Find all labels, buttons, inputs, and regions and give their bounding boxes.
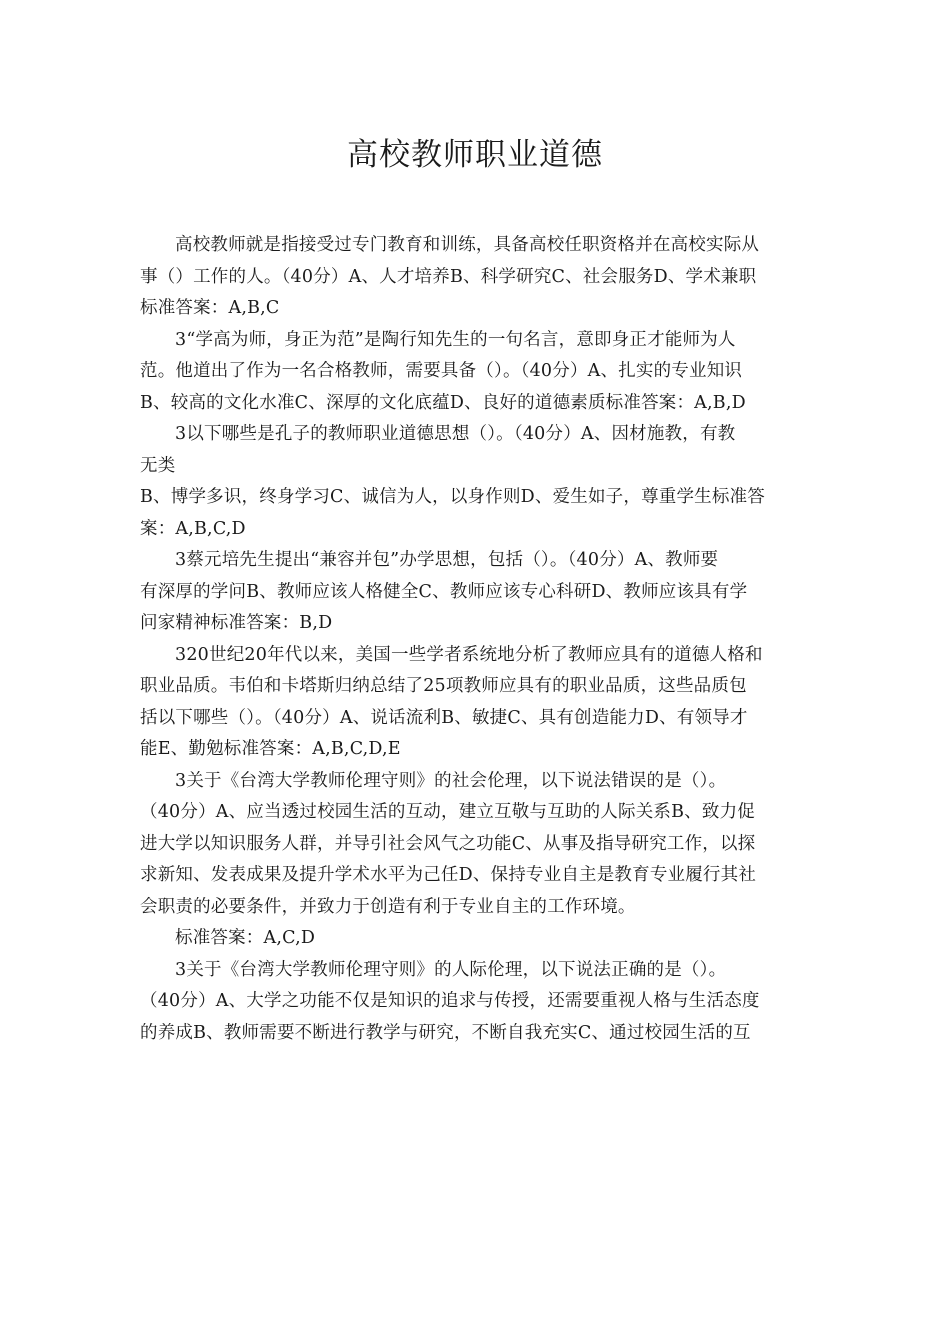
text-line: 3蔡元培先生提出“兼容并包”办学思想，包括（）。（40分）A、教师要 [175,550,719,570]
text-line: （40分）A、大学之功能不仅是知识的追求与传授，还需要重视人格与生活态度 [140,991,760,1011]
document-title: 高校教师职业道德 [347,137,603,173]
paragraph [140,325,810,420]
text-line: 3关于《台湾大学教师伦理守则》的人际伦理，以下说法正确的是（）。 [175,959,727,980]
paragraph [140,419,810,482]
text-line: （40分）A、应当透过校园生活的互动，建立互敬与互助的人际关系B、致力促 [140,802,755,822]
paragraph [140,955,810,1050]
paragraph [140,482,810,545]
text-line: 括以下哪些（）。（40分）A、说话流利B、敏捷C、具有创造能力D、有领导才 [140,707,748,728]
text-line: 无类 [140,455,176,476]
text-line: 职业品质。韦伯和卡塔斯归纳总结了25项教师应具有的职业品质，这些品质包 [140,676,747,696]
text-line: 问家精神标准答案：B,D [140,613,333,633]
text-line: 能E、勤勉标准答案：A,B,C,D,E [140,739,401,759]
text-line: 事（）工作的人。（40分）A、人才培养B、科学研究C、社会服务D、学术兼职 [140,266,757,287]
text-line: 320世纪20年代以来，美国一些学者系统地分析了教师应具有的道德人格和 [175,644,763,665]
text-line: 标准答案：A,B,C [140,298,280,318]
document-body [140,230,810,1049]
paragraph [140,545,810,640]
text-line: 高校教师就是指接受过专门教育和训练，具备高校任职资格并在高校实际从 [175,235,760,255]
text-line: 的养成B、教师需要不断进行教学与研究，不断自我充实C、通过校园生活的互 [140,1022,751,1043]
text-line: 3关于《台湾大学教师伦理守则》的社会伦理，以下说法错误的是（）。 [175,770,727,791]
text-line: 标准答案：A,C,D [175,928,316,948]
text-line: B、较高的文化水准C、深厚的文化底蕴D、良好的道德素质标准答案：A,B,D [140,392,746,413]
text-line: 求新知、发表成果及提升学术水平为己任D、保持专业自主是教育专业履行其社 [140,865,757,885]
text-line: 3以下哪些是孔子的教师职业道德思想（）。（40分）A、因材施教，有教 [175,424,736,444]
text-line: 案：A,B,C,D [140,518,246,539]
text-line: 范。他道出了作为一名合格教师，需要具备（）。（40分）A、扎实的专业知识 [140,361,743,381]
text-line: 进大学以知识服务人群，并导引社会风气之功能C、从事及指导研究工作，以探 [140,833,756,854]
paragraph [140,923,810,955]
paragraph [140,640,810,766]
text-line: 会职责的必要条件，并致力于创造有利于专业自主的工作环境。 [140,896,636,917]
paragraph [140,766,810,924]
text-line: 3“学高为师，身正为范”是陶行知先生的一句名言，意即身正才能师为人 [175,329,736,350]
text-line: 有深厚的学问B、教师应该人格健全C、教师应该专心科研D、教师应该具有学 [140,581,748,602]
paragraph [140,230,810,325]
text-line: B、博学多识，终身学习C、诚信为人，以身作则D、爱生如子，尊重学生标准答 [140,487,765,507]
